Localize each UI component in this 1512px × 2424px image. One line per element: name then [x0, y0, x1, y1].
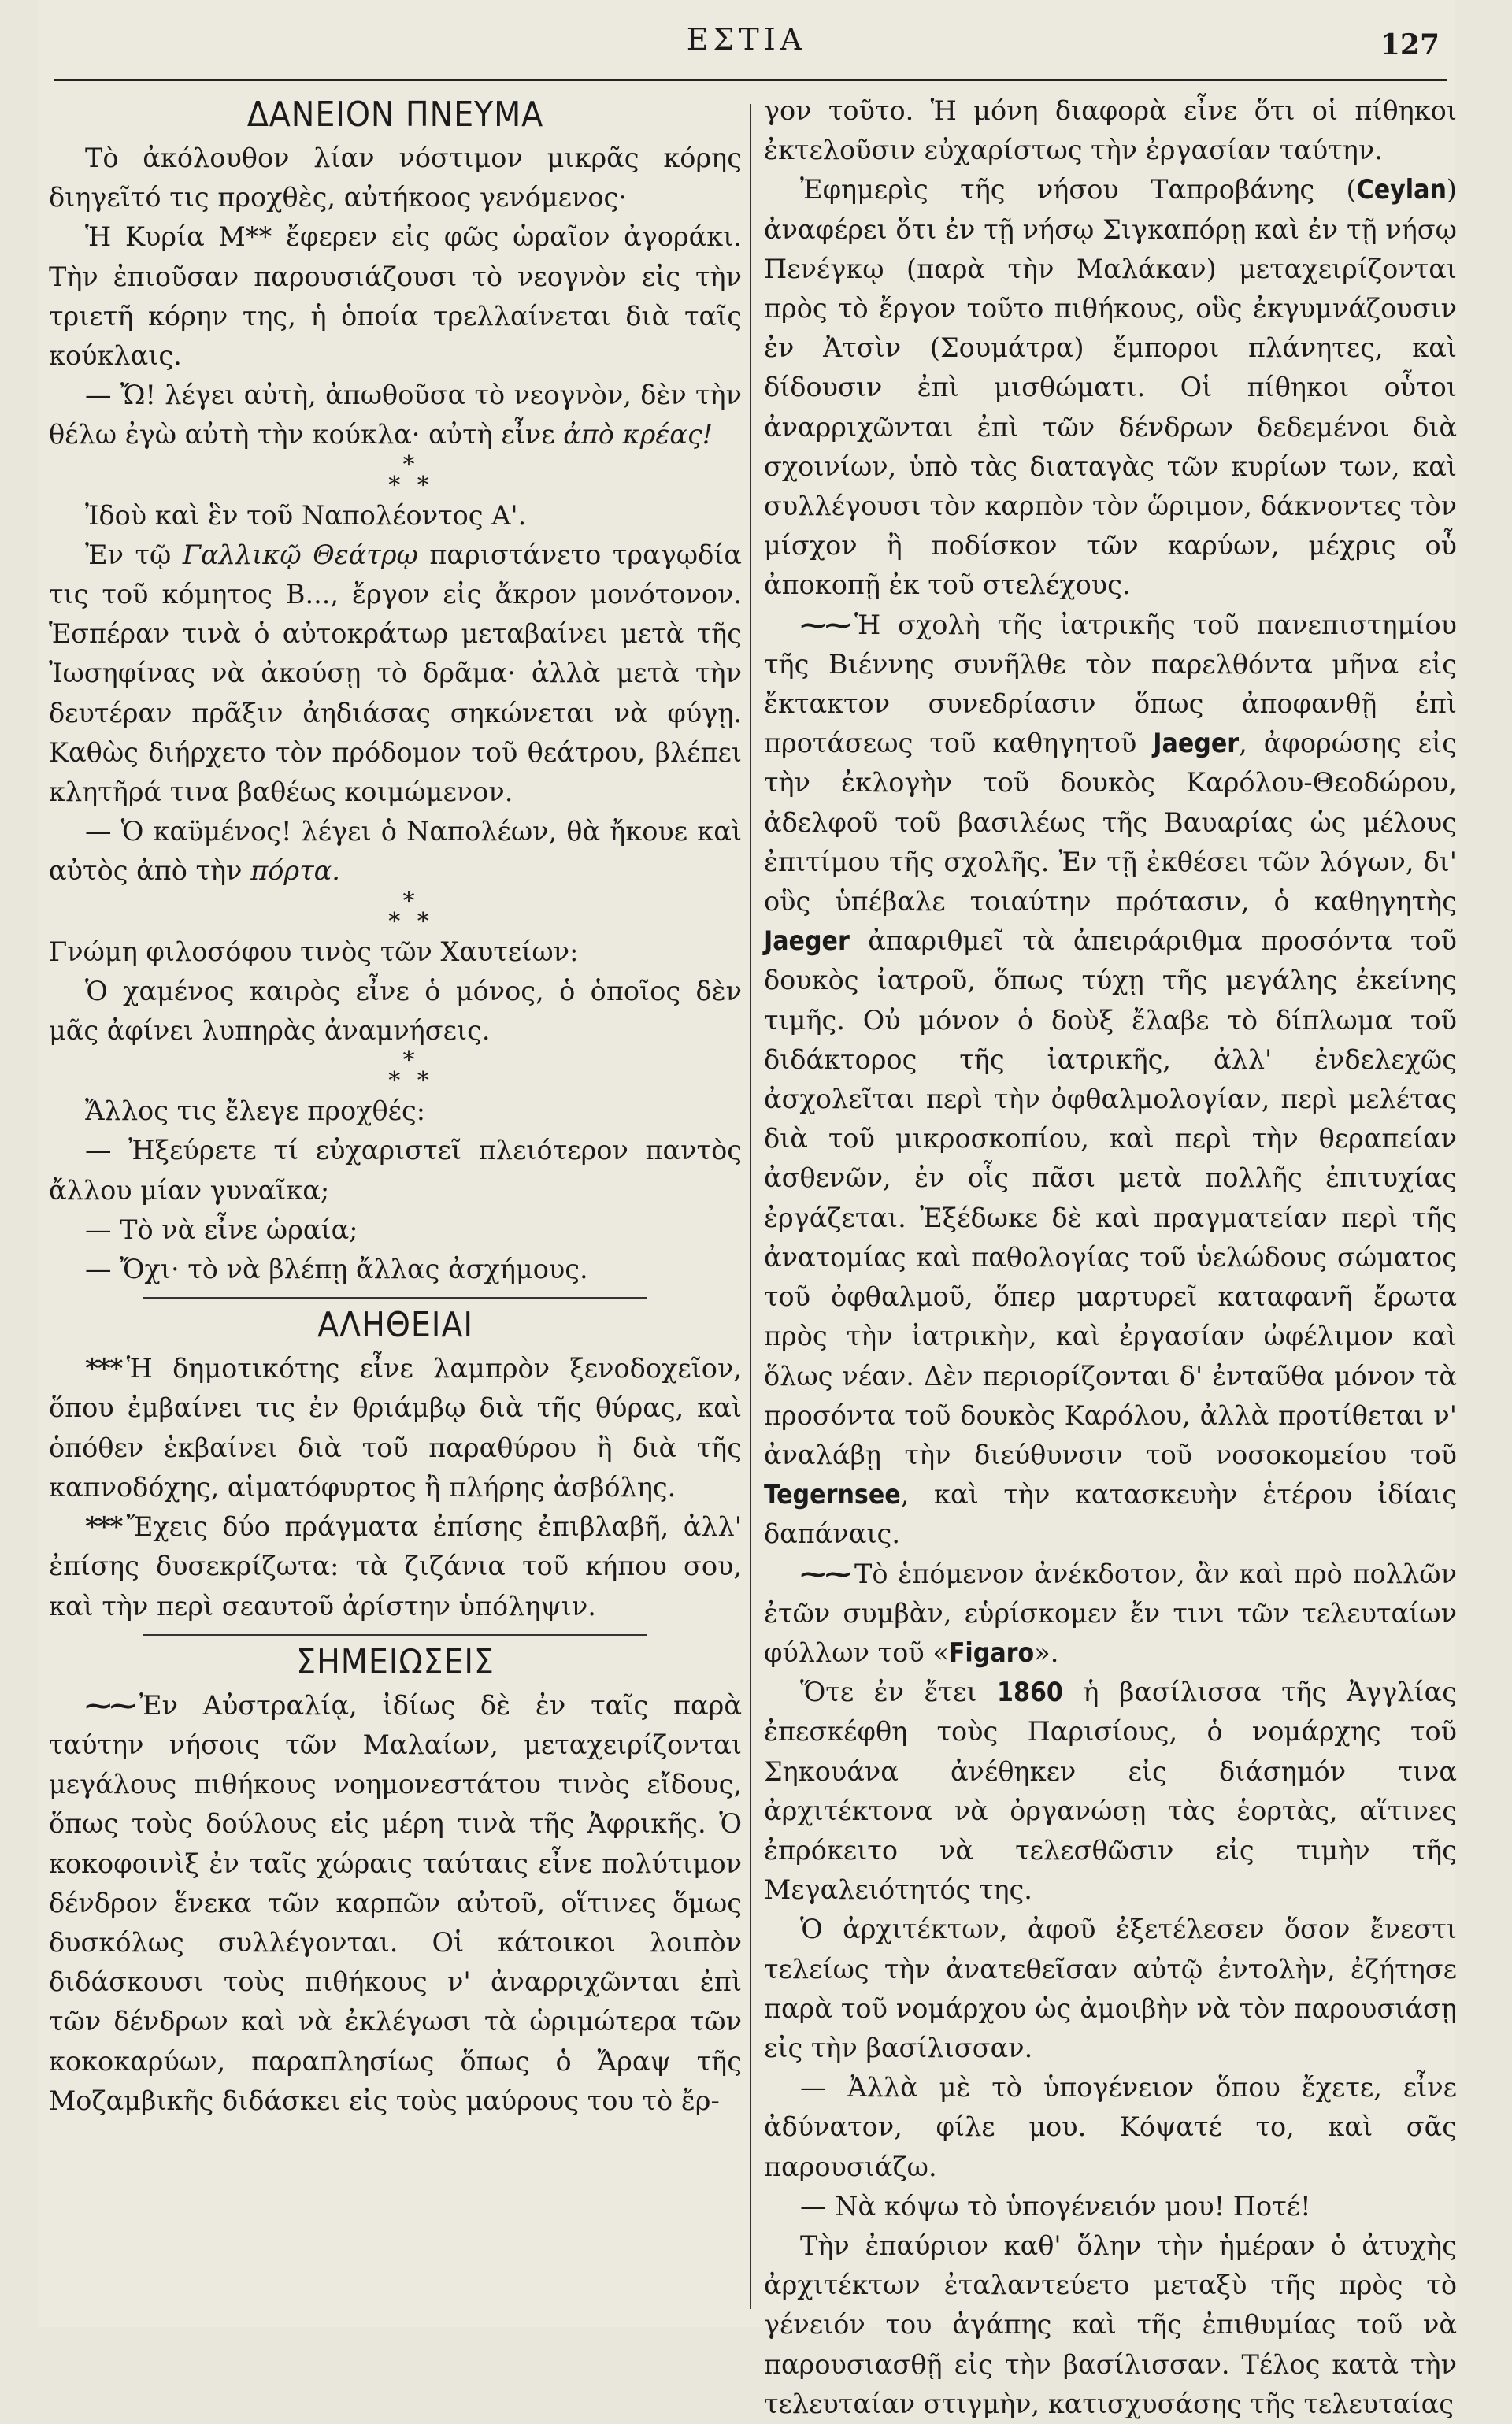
paragraph: Ἄλλος τις ἔλεγε προχθές: — [85, 1095, 426, 1127]
paragraph: Τὴν ἐπαύριον καθ' ὅλην τὴν ἡμέραν ὁ ἀτυχὴς ἀρχιτέκτων ἐταλαντεύετο μεταξὺ τῆς πρὸς τὸ γένειόν του ἀγάπης καὶ τῆς ἐπιθυμίας τοῦ νὰ παρουσιασθῇ εἰς τὴν βασίλισσαν. Τέλος κατὰ τὴν τελευταίαν στιγμὴν, κατισχυσάσης τῆς τελευταίας — [764, 2229, 1457, 2419]
paragraph: *** Ἡ δημοτικότης εἶνε λαμπρὸν ξενοδοχεῖον, ὅπου ἐμβαίνει τις ἐν θριάμβῳ διὰ τῆς θύρας, καὶ ὁπόθεν ἐκβαίνει διὰ τοῦ παραθύρου ἢ διὰ τῆς καπνοδόχης, αἱματόφυρτος ἢ πλήρης ἀσβόλης. — [49, 1353, 742, 1503]
italic-text: πόρτα. — [250, 855, 340, 887]
section-title-daneion-pneuma: ΔΑΝΕΙΟΝ ΠΝΕΥΜΑ — [246, 95, 544, 135]
paragraph: Ὁ χαμένος καιρὸς εἶνε ὁ μόνος, ὁ ὁποῖος δὲν μᾶς ἀφίνει λυπηρὰς ἀναμνήσεις. — [49, 975, 742, 1047]
latin-word: Figaro — [948, 1636, 1035, 1668]
paragraph: — Ἀλλὰ μὲ τὸ ὑπογένειον ὅπου ἔχετε, εἶνε ἀδύνατον, φίλε μου. Κόψατέ το, καὶ σᾶς παρουσιάζω. — [764, 2072, 1457, 2182]
asterism-icon: *** — [85, 1511, 122, 1543]
latin-word: Tegernsee — [764, 1479, 901, 1510]
paragraph: Ὁ ἀρχιτέκτων, ἀφοῦ ἐξετέλεσεν ὅσον ἔνεστι τελείως τὴν ἀνατεθεῖσαν αὐτῷ ἐντολὴν, ἐζήτησε παρὰ τοῦ νομάρχου ὡς ἀμοιβὴν νὰ τὸν παρουσιάσῃ εἰς τὴν βασίλισσαν. — [764, 1914, 1457, 2063]
paragraph: — Νὰ κόψω τὸ ὑπογένειόν μου! Ποτέ! — [800, 2190, 1311, 2222]
section-rule — [143, 1634, 647, 1636]
running-head — [38, 22, 1455, 69]
page-number: 127 — [1380, 28, 1440, 61]
latin-word: Jaeger — [1153, 728, 1240, 759]
paragraph: — Ὄχι· τὸ νὰ βλέπῃ ἄλλας ἀσχήμους. — [85, 1254, 588, 1285]
paragraph — [49, 376, 742, 454]
paragraph: — Ἠξεύρετε τί εὐχαριστεῖ πλειότερον παντὸς ἄλλου μίαν γυναῖκα; — [49, 1135, 742, 1206]
newspaper-page — [38, 0, 1457, 2419]
paragraph: Ἡ Κυρία Μ** ἔφερεν εἰς φῶς ὡραῖον ἀγοράκι. Τὴν ἐπιοῦσαν παρουσιάζουσι τὸ νεογνὸν εἰς τὴν τριετῆ κόρην της, ἡ ὁποία τρελλαίνεται διὰ ταῖς κούκλαις. — [49, 221, 742, 372]
paragraph: Ἐν τῷ Γαλλικῷ Θεάτρῳ παριστάνετο τραγῳδία τις τοῦ κόμητος Β..., ἔργον εἰς ἄκρον μονότονον. Ἑσπέραν τινὰ ὁ αὐτοκράτωρ μεταβαίνει μετὰ τῆς Ἰωσηφίνας νὰ ἀκούσῃ τὸ δρᾶμα· ἀλλὰ μετὰ τὴν δευτέραν πρᾶξιν ἀηδιάσας σηκώνεται νὰ φύγῃ. Καθὼς διήρχετο τὸν πρόδομον τοῦ θεάτρου, βλέπει κλητῆρά τινα βαθέως κοιμώμενον. — [49, 539, 742, 808]
header-rule — [54, 79, 1447, 81]
paragraph: γον τοῦτο. Ἡ μόνη διαφορὰ εἶνε ὅτι οἱ πίθηκοι ἐκτελοῦσιν εὐχαρίστως τὴν ἐργασίαν ταύτην. — [764, 95, 1457, 166]
latin-word: Ceylan — [1356, 174, 1447, 206]
paragraph: — Τὸ νὰ εἶνε ὡραία; — [85, 1214, 358, 1245]
paragraph-text: — Ὤ! λέγει αὐτὴ, ἀπωθοῦσα τὸ νεογνὸν, δὲν τὴν θέλω ἐγὼ αὐτὴ τὴν κούκλα· αὐτὴ εἶνε — [49, 380, 742, 450]
journal-title: ΕΣΤΙΑ — [686, 22, 807, 57]
column-divider — [750, 104, 751, 2309]
section-separator: * * * — [388, 450, 434, 499]
paragraph: ⁓⁓ Ἡ σχολὴ τῆς ἰατρικῆς τοῦ πανεπιστημίου τῆς Βιέννης συνῆλθε τὸν παρελθόντα μῆνα εἰς ἔκτακτον συνεδρίασιν ὅπως ἀποφανθῇ ἐπὶ προτάσεως τοῦ καθηγητοῦ Jaeger, ἀφορώσης εἰς τὴν ἐκλογὴν τοῦ δουκὸς Καρόλου-Θεοδώρου, ἀδελφοῦ τοῦ βασιλέως τῆς Βαυαρίας ὡς μέλους ἐπιτίμου τῆς σχολῆς. Ἐν τῇ ἐκθέσει τῶν λόγων, δι' οὓς ὑπέβαλε τοιαύτην πρότασιν, ὁ καθηγητὴς Jaeger ἀπαριθμεῖ τὰ ἀπειράριθμα προσόντα τοῦ δουκὸς ἰατροῦ, ὅπως τύχῃ τῆς μεγάλης ἐκείνης τιμῆς. Οὐ μόνον ὁ δοὺξ ἔλαβε τὸ δίπλωμα τοῦ διδάκτορος τῆς ἰατρικῆς, ἀλλ' ἐνδελεχῶς ἀσχολεῖται περὶ τὴν ὀφθαλμολογίαν, περὶ μελέτας διὰ τοῦ μικροσκοπίου, καὶ περὶ τὴν θεραπείαν ἀσθενῶν, ἐν οἷς πᾶσι μετὰ πολλῆς ἐπιτυχίας ἐργάζεται. Ἐξέδωκε δὲ καὶ πραγματείαν περὶ τῆς ἀνατομίας καὶ παθολογίας τοῦ ὑελώδους σώματος τοῦ ὀφθαλμοῦ, ὅπερ μαρτυρεῖ καταφανῆ ἔρωτα πρὸς τὴν ἰατρικὴν, καὶ ἐργασίαν ὠφέλιμον καὶ ὅλως νέαν. Δὲν περιορίζονται δ' ἐνταῦθα μόνον τὰ προσόντα τοῦ δουκὸς Καρόλου, ἀλλὰ προτίθεται ν' ἀναλάβῃ τὴν διεύθυνσιν τοῦ νοσοκομείου τοῦ Tegernsee, καὶ τὴν κατασκευὴν ἑτέρου ἰδίαις δαπάναις. — [764, 609, 1457, 1550]
paragraph: — Ὁ καϋμένος! λέγει ὁ Ναπολέων, θὰ ἤκουε καὶ αὐτὸς ἀπὸ τὴν πόρτα. — [49, 816, 742, 887]
section-rule — [143, 1297, 647, 1299]
latin-word: Jaeger — [764, 925, 850, 957]
left-column — [49, 91, 742, 2121]
asterism-icon: *** — [85, 1353, 122, 1384]
wave-marker-icon: ⁓⁓ — [800, 609, 850, 640]
paragraph: ⁓⁓ Ἐν Αὐστραλίᾳ, ἰδίως δὲ ἐν ταῖς παρὰ ταύτην νήσοις τῶν Μαλαίων, μεταχειρίζονται μεγάλους πιθήκους νοημονεστάτου τινὸς εἴδους, ὅπως τοὺς δούλους εἰς μέρη τινὰ τῆς Ἀφρικῆς. Ὁ κοκοφοινὶξ ἐν ταῖς χώραις ταύταις εἶνε πολύτιμον δένδρον ἕνεκα τῶν καρπῶν αὐτοῦ, οἵτινες ὅμως δυσκόλως συλλέγονται. Οἱ κάτοικοι λοιπὸν διδάσκουσι τοὺς πιθήκους ν' ἀναρριχῶνται ἐπὶ τῶν δένδρων καὶ νὰ ἐκλέγωσι τὰ ὡριμώτερα τῶν κοκοκαρύων, παραπλησίως ὅπως ὁ Ἄραψ τῆς Μοζαμβικῆς διδάσκει εἰς τοὺς μαύρους του τὸ ἔρ- — [49, 1689, 742, 2116]
paragraph: Τὸ ἀκόλουθον λίαν νόστιμον μικρᾶς κόρης διηγεῖτό τις προχθὲς, αὐτήκοος γενόμενος· — [49, 143, 742, 213]
section-title-aletheiai: ΑΛΗΘΕΙΑΙ — [317, 1305, 473, 1346]
year: 1860 — [997, 1677, 1063, 1708]
wave-marker-icon: ⁓⁓ — [85, 1689, 135, 1721]
wave-marker-icon: ⁓⁓ — [800, 1558, 850, 1589]
italic-text: Γαλλικῷ Θεάτρῳ — [182, 539, 418, 570]
paragraph: Ἰδοὺ καὶ ἓν τοῦ Ναπολέοντος Α'. — [85, 499, 527, 531]
section-title-semeioseis: ΣΗΜΕΙΩΣΕΙΣ — [296, 1641, 495, 1682]
section-separator: * * * — [388, 1047, 434, 1095]
paragraph: *** Ἔχεις δύο πράγματα ἐπίσης ἐπιβλαβῆ, ἀλλ' ἐπίσης δυσεκρίζωτα: τὰ ζιζάνια τοῦ κήπου σου, καὶ τὴν περὶ σεαυτοῦ ἀρίστην ὑπόληψιν. — [49, 1511, 742, 1622]
paragraph: Γνώμη φιλοσόφου τινὸς τῶν Χαυτείων: — [49, 936, 579, 967]
paragraph: Ἐφημερὶς τῆς νήσου Ταπροβάνης (Ceylan) ἀναφέρει ὅτι ἐν τῇ νήσῳ Σιγκαπόρῃ καὶ ἐν τῇ νήσῳ Πενέγκῳ (παρὰ τὴν Μαλάκαν) μεταχειρίζονται πρὸς τὸ ἔργον τοῦτο πιθήκους, οὓς ἐκγυμνάζουσιν ἐν Ἀτσὶν (Σουμάτρα) ἔμποροι πλάνητες, καὶ δίδουσιν ἐπὶ μισθώματι. Οἱ πίθηκοι οὗτοι ἀναρριχῶνται ἐπὶ τῶν δένδρων δεδεμένοι διὰ σχοινίων, ὑπὸ τὰς διαταγὰς τῶν κυρίων των, καὶ συλλέγουσι τὸν καρπὸν τὸν ὥριμον, δάκνοντες τὸν μίσχον ἢ ποδίσκον τῶν καρύων, μέχρις οὗ ἀποκοπῇ ἐκ τοῦ στελέχους. — [764, 174, 1457, 601]
right-column — [764, 91, 1457, 2424]
paragraph: Ὅτε ἐν ἔτει 1860 ἡ βασίλισσα τῆς Ἀγγλίας ἐπεσκέφθη τοὺς Παρισίους, ὁ νομάρχης τοῦ Σηκουάνα ἀνέθηκεν εἰς διάσημόν τινα ἀρχιτέκτονα νὰ ὀργανώσῃ τὰς ἑορτὰς, αἵτινες ἐπρόκειτο νὰ τελεσθῶσιν εἰς τιμὴν τῆς Μεγαλειότητός της. — [764, 1677, 1457, 1906]
section-separator: * * * — [388, 887, 434, 936]
paragraph: ⁓⁓ Τὸ ἑπόμενον ἀνέκδοτον, ἂν καὶ πρὸ πολλῶν ἐτῶν συμβὰν, εὑρίσκομεν ἔν τινι τῶν τελευταίων φύλλων τοῦ «Figaro». — [764, 1558, 1457, 1668]
italic-text: ἀπὸ κρέας! — [563, 419, 713, 450]
